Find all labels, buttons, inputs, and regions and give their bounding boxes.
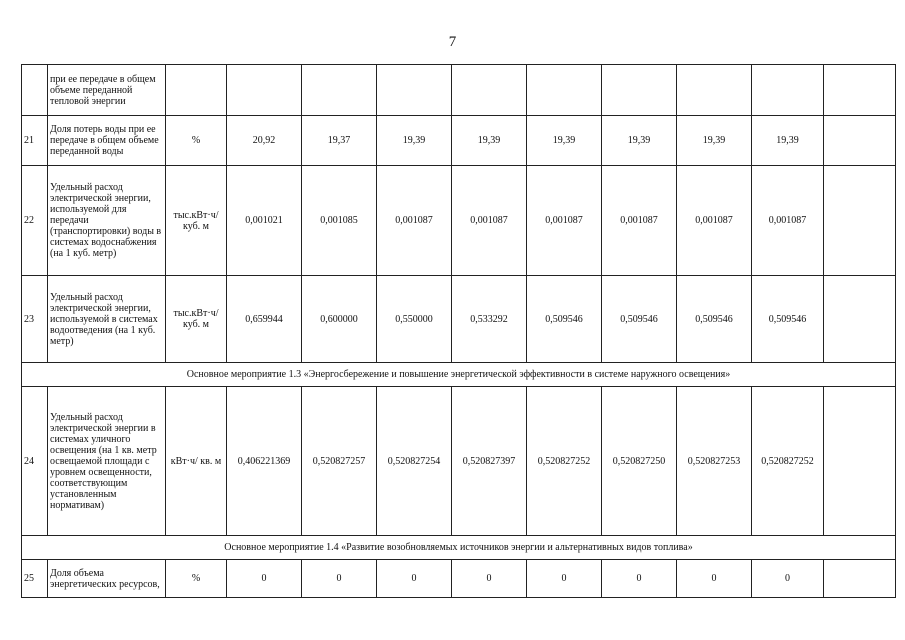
value-cell: 0,520827252 [527,387,602,536]
value-cell: 0 [227,560,302,598]
value-cell: 0 [302,560,377,598]
value-cell: 0,001087 [752,166,824,276]
empty-cell [824,166,896,276]
value-cell: 0,533292 [452,276,527,363]
page-number: 7 [448,34,457,50]
row-number: 23 [22,276,48,363]
section-row [22,536,896,560]
value-cell: 0,001085 [302,166,377,276]
value-cell: 0 [377,560,452,598]
value-cell: 0,550000 [377,276,452,363]
value-cell: 0,520827252 [752,387,824,536]
value-cell [302,65,377,116]
indicator-name: Удельный расход электрической энергии, используемой для передачи (транспортировки) воды в системах водоснабжения (на 1 куб. метр) [48,166,166,276]
table-body [22,65,896,598]
value-cell [527,65,602,116]
unit-cell: % [166,116,227,166]
value-cell: 0,509546 [602,276,677,363]
value-cell: 0,509546 [527,276,602,363]
value-cell [602,65,677,116]
unit-cell: тыс.кВт·ч/ куб. м [166,166,227,276]
table-row [22,560,896,598]
value-cell: 0,001021 [227,166,302,276]
value-cell: 0 [527,560,602,598]
indicator-name: Доля потерь воды при ее передаче в общем объеме переданной воды [48,116,166,166]
indicator-name: Удельный расход электрической энергии в системах уличного освещения (на 1 кв. метр освещаемой площади с уровнем освещенности, соответствующим установленным нормативам) [48,387,166,536]
value-cell: 0 [602,560,677,598]
table-row [22,116,896,166]
table-row [22,166,896,276]
indicator-name: при ее передаче в общем объеме переданной тепловой энергии [48,65,166,116]
value-cell: 0,001087 [452,166,527,276]
row-number: 25 [22,560,48,598]
empty-cell [824,387,896,536]
value-cell: 0,001087 [377,166,452,276]
value-cell: 19,39 [527,116,602,166]
indicators-table [21,64,896,598]
section-row [22,363,896,387]
value-cell: 0 [677,560,752,598]
value-cell: 0,520827250 [602,387,677,536]
value-cell: 0 [752,560,824,598]
table-row [22,65,896,116]
value-cell: 0,509546 [677,276,752,363]
value-cell: 19,39 [677,116,752,166]
value-cell [227,65,302,116]
value-cell: 0,406221369 [227,387,302,536]
unit-cell: тыс.кВт·ч/ куб. м [166,276,227,363]
empty-cell [824,65,896,116]
value-cell: 0,600000 [302,276,377,363]
table-row [22,387,896,536]
value-cell: 0,520827254 [377,387,452,536]
value-cell: 19,37 [302,116,377,166]
unit-cell: % [166,560,227,598]
row-number: 22 [22,166,48,276]
value-cell: 19,39 [752,116,824,166]
row-number: 21 [22,116,48,166]
value-cell: 0,001087 [602,166,677,276]
value-cell: 0,520827397 [452,387,527,536]
row-number [22,65,48,116]
value-cell: 0,509546 [752,276,824,363]
indicator-name: Доля объема энергетических ресурсов, [48,560,166,598]
row-number: 24 [22,387,48,536]
value-cell: 0 [452,560,527,598]
value-cell: 19,39 [452,116,527,166]
empty-cell [824,276,896,363]
value-cell: 0,520827257 [302,387,377,536]
value-cell: 19,39 [377,116,452,166]
section-title: Основное мероприятие 1.4 «Развитие возобновляемых источников энергии и альтернативных видов топлива» [22,536,896,560]
value-cell: 0,520827253 [677,387,752,536]
value-cell [452,65,527,116]
unit-cell [166,65,227,116]
value-cell: 0,659944 [227,276,302,363]
value-cell [377,65,452,116]
section-title: Основное мероприятие 1.3 «Энергосбережение и повышение энергетической эффективности в системе наружного освещения» [22,363,896,387]
empty-cell [824,560,896,598]
value-cell: 20,92 [227,116,302,166]
value-cell [752,65,824,116]
unit-cell: кВт·ч/ кв. м [166,387,227,536]
value-cell: 0,001087 [677,166,752,276]
value-cell: 19,39 [602,116,677,166]
empty-cell [824,116,896,166]
table-row [22,276,896,363]
value-cell [677,65,752,116]
value-cell: 0,001087 [527,166,602,276]
indicator-name: Удельный расход электрической энергии, используемой в системах водоотведения (на 1 куб. метр) [48,276,166,363]
